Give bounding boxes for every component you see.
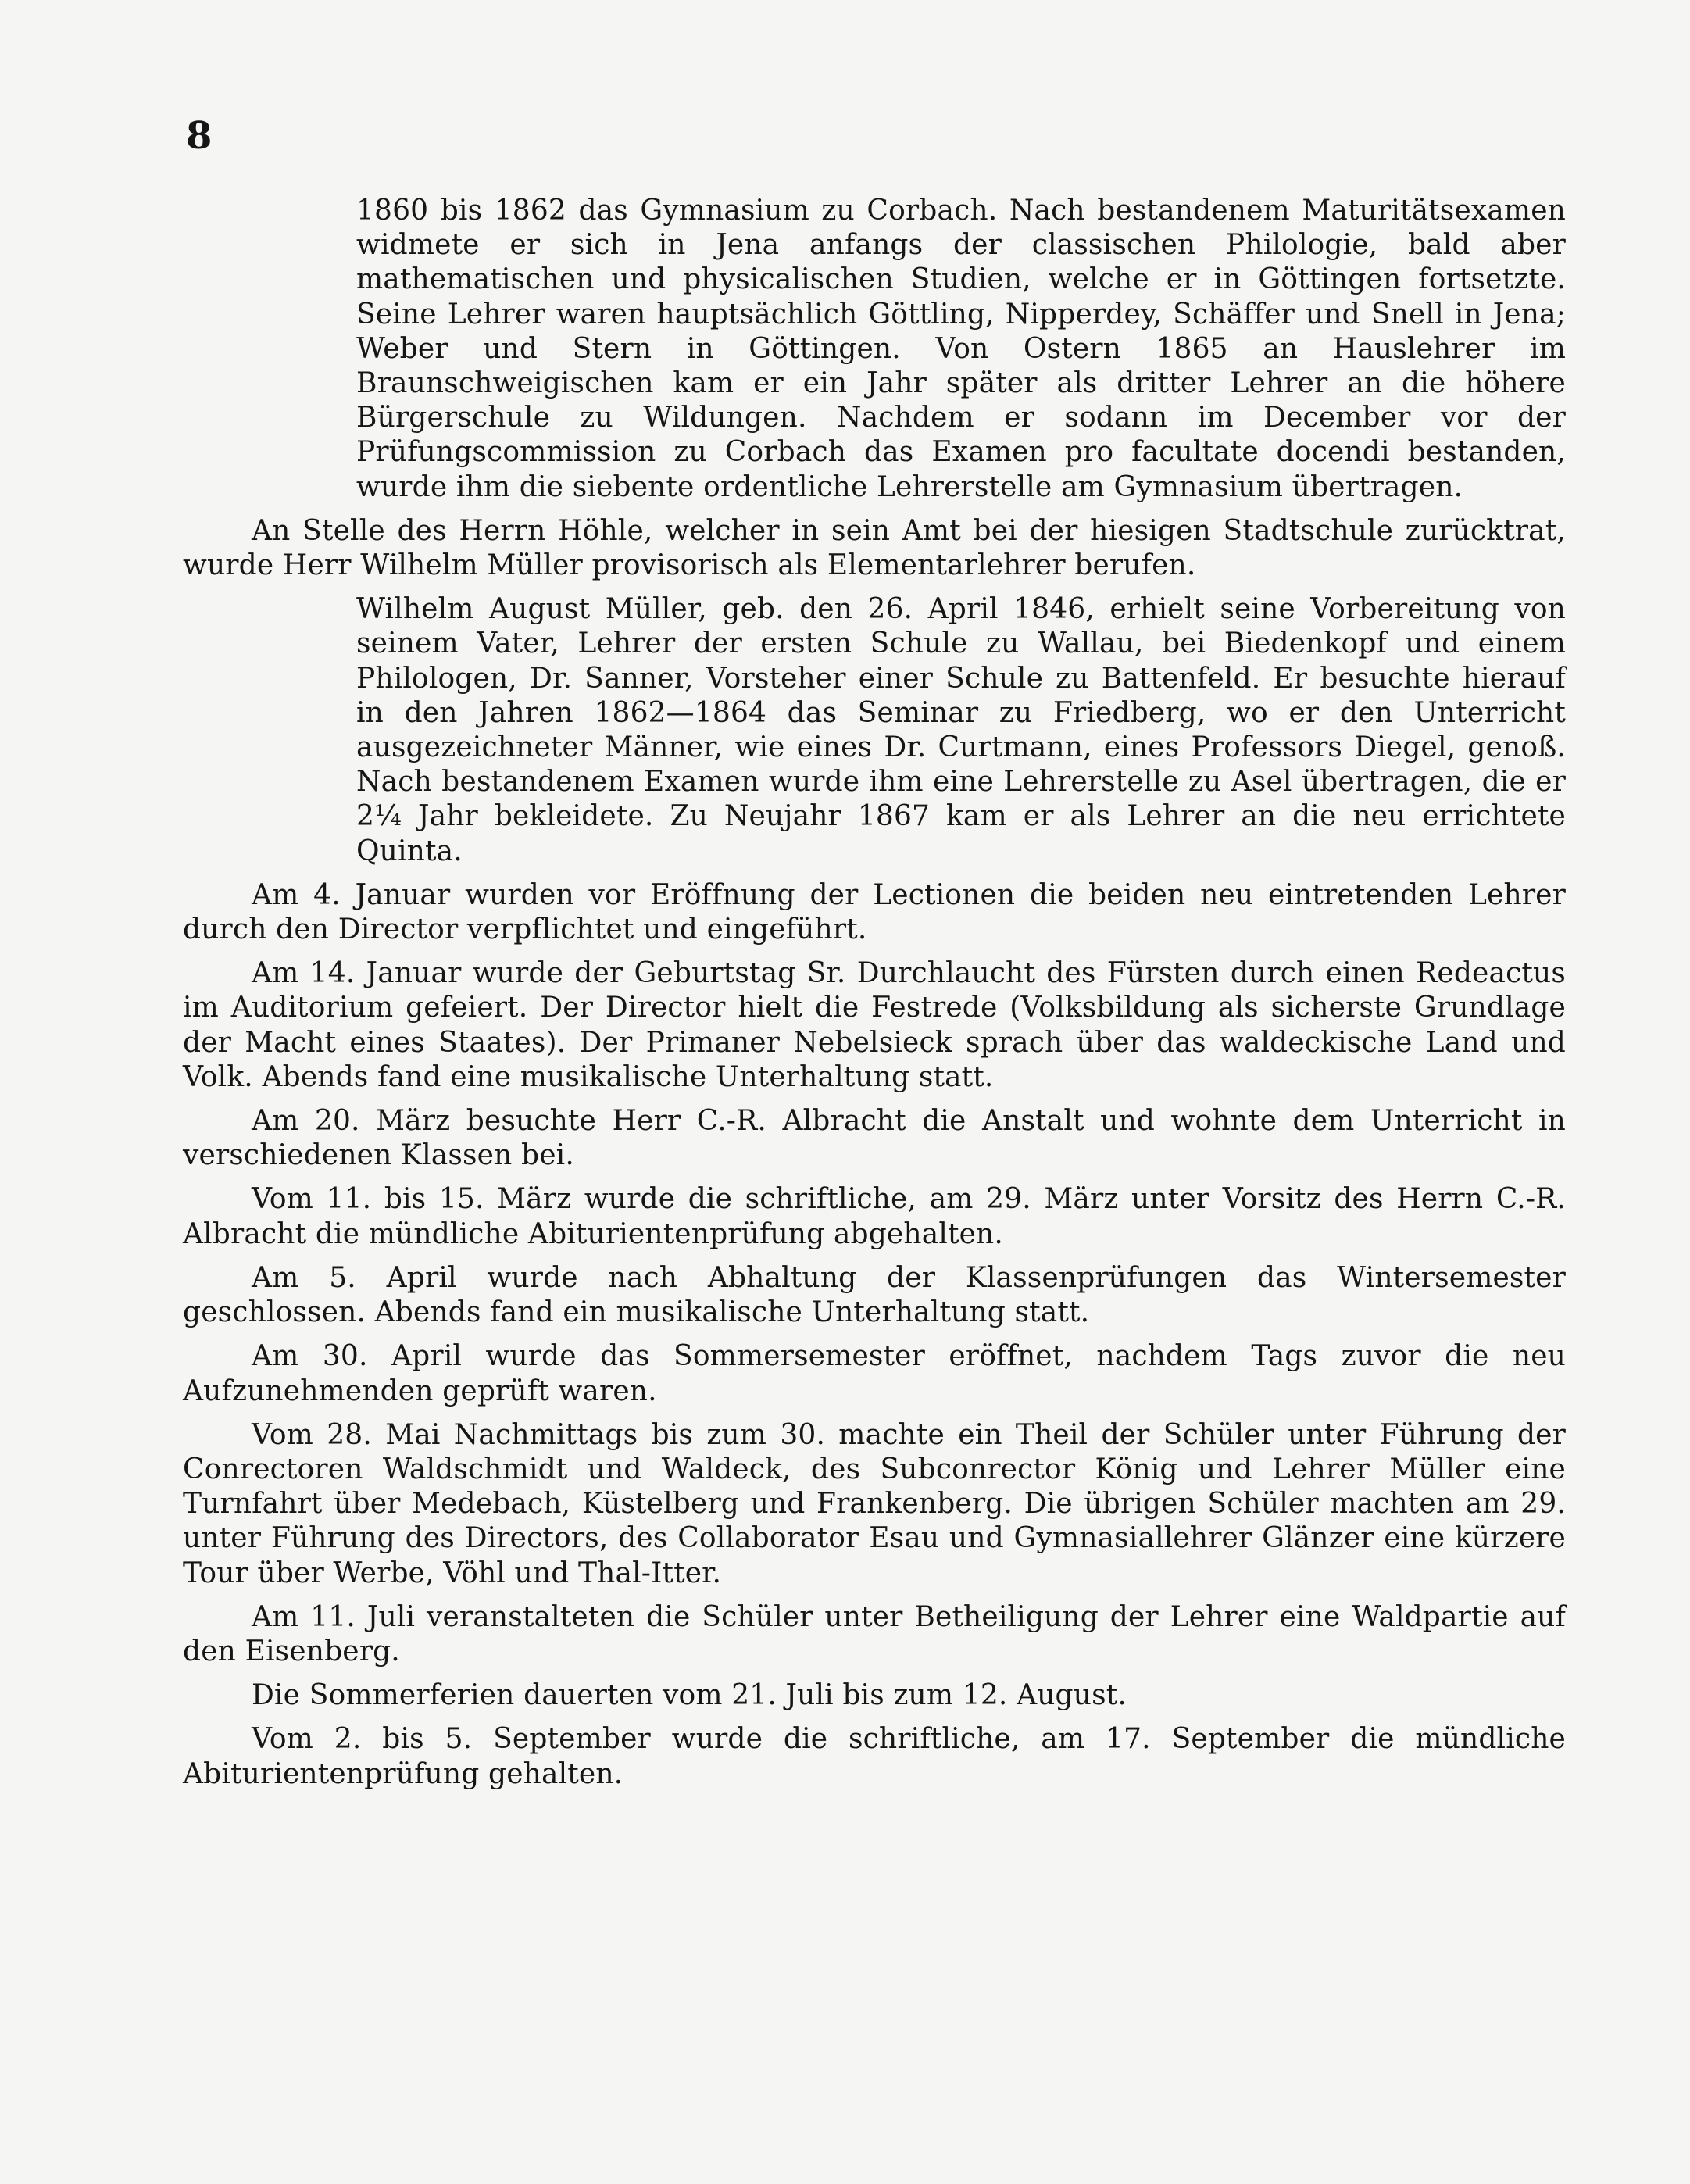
paragraph-may-28: Vom 28. Mai Nachmittags bis zum 30. machte ein Theil der Schüler unter Führung der Conrectoren Waldschmidt und Waldeck, des Subconrector König und Lehrer Müller eine Turnfahrt über Medebach, Küstelberg und Frankenberg. Die übrigen Schüler machten am 29. unter Führung des Directors, des Collaborator Esau und Gymnasiallehrer Glänzer eine kürzere Tour über Werbe, Vöhl und Thal-Itter. bbox=[183, 1418, 1566, 1589]
paragraph-april-30: Am 30. April wurde das Sommersemester eröffnet, nachdem Tags zuvor die neu Aufzunehmenden geprüft waren. bbox=[183, 1340, 1566, 1407]
paragraph-summer-holidays: Die Sommerferien dauerten vom 21. Juli bis zum 12. August. bbox=[252, 1679, 1127, 1712]
page-number: 8 bbox=[186, 114, 213, 158]
paragraph-march-20: Am 20. März besuchte Herr C.-R. Albracht die Anstalt und wohnte dem Unterricht in verschiedenen Klassen bei. bbox=[183, 1105, 1566, 1172]
paragraph-january-14: Am 14. Januar wurde der Geburtstag Sr. Durchlaucht des Fürsten durch einen Redeactus im Auditorium gefeiert. Der Director hielt die Festrede (Volksbildung als sicherste Grundlage der Macht eines Staates). Der Primaner Nebelsieck sprach über das waldeckische Land und Volk. Abends fand eine musikalische Unterhaltung statt. bbox=[183, 957, 1566, 1093]
paragraph-hoehle-replacement: An Stelle des Herrn Höhle, welcher in sein Amt bei der hiesigen Stadtschule zurücktrat, wurde Herr Wilhelm Müller provisorisch als Elementarlehrer berufen. bbox=[183, 514, 1566, 582]
paragraph-mueller-biography: Wilhelm August Müller, geb. den 26. April 1846, erhielt seine Vorbereitung von seinem Vater, Lehrer der ersten Schule zu Wallau, bei Biedenkopf und einem Philologen, Dr. Sanner, Vorsteher einer Schule zu Battenfeld. Er besuchte hierauf in den Jahren 1862—1864 das Seminar zu Friedberg, wo er den Unterricht ausgezeichneter Männer, wie eines Dr. Curtmann, eines Professors Diegel, genoß. Nach bestandenem Examen wurde ihm eine Lehrerstelle zu Asel übertragen, die er 2¼ Jahr bekleidete. Zu Neujahr 1867 kam er als Lehrer an die neu errichtete Quinta. bbox=[356, 593, 1566, 867]
paragraph-july-11: Am 11. Juli veranstalteten die Schüler unter Betheiligung der Lehrer eine Waldpartie auf den Eisenberg. bbox=[183, 1600, 1566, 1667]
paragraph-january-4: Am 4. Januar wurden vor Eröffnung der Lectionen die beiden neu eintretenden Lehrer durch den Director verpflichtet und eingeführt. bbox=[183, 878, 1566, 946]
paragraph-april-5: Am 5. April wurde nach Abhaltung der Klassenprüfungen das Wintersemester geschlossen. Abends fand ein musikalische Unterhaltung statt. bbox=[183, 1261, 1566, 1329]
text-body bbox=[183, 194, 1566, 1792]
paragraph-march-11-15: Vom 11. bis 15. März wurde die schriftliche, am 29. März unter Vorsitz des Herrn C.-R. Albracht die mündliche Abiturientenprüfung abgehalten. bbox=[183, 1183, 1566, 1250]
paragraph-biography-continuation: 1860 bis 1862 das Gymnasium zu Corbach. Nach bestandenem Maturitätsexamen widmete er sich in Jena anfangs der classischen Philologie, bald aber mathematischen und physicalischen Studien, welche er in Göttingen fortsetzte. Seine Lehrer waren hauptsächlich Göttling, Nipperdey, Schäffer und Snell in Jena; Weber und Stern in Göttingen. Von Ostern 1865 an Hauslehrer im Braunschweigischen kam er ein Jahr später als dritter Lehrer an die höhere Bürgerschule zu Wildungen. Nachdem er sodann im December vor der Prüfungscommission zu Corbach das Examen pro facultate docendi bestanden, wurde ihm die siebente ordentliche Lehrerstelle am Gymnasium übertragen. bbox=[356, 195, 1566, 503]
paragraph-september-exams: Vom 2. bis 5. September wurde die schriftliche, am 17. September die mündliche Abiturientenprüfung gehalten. bbox=[183, 1723, 1566, 1790]
